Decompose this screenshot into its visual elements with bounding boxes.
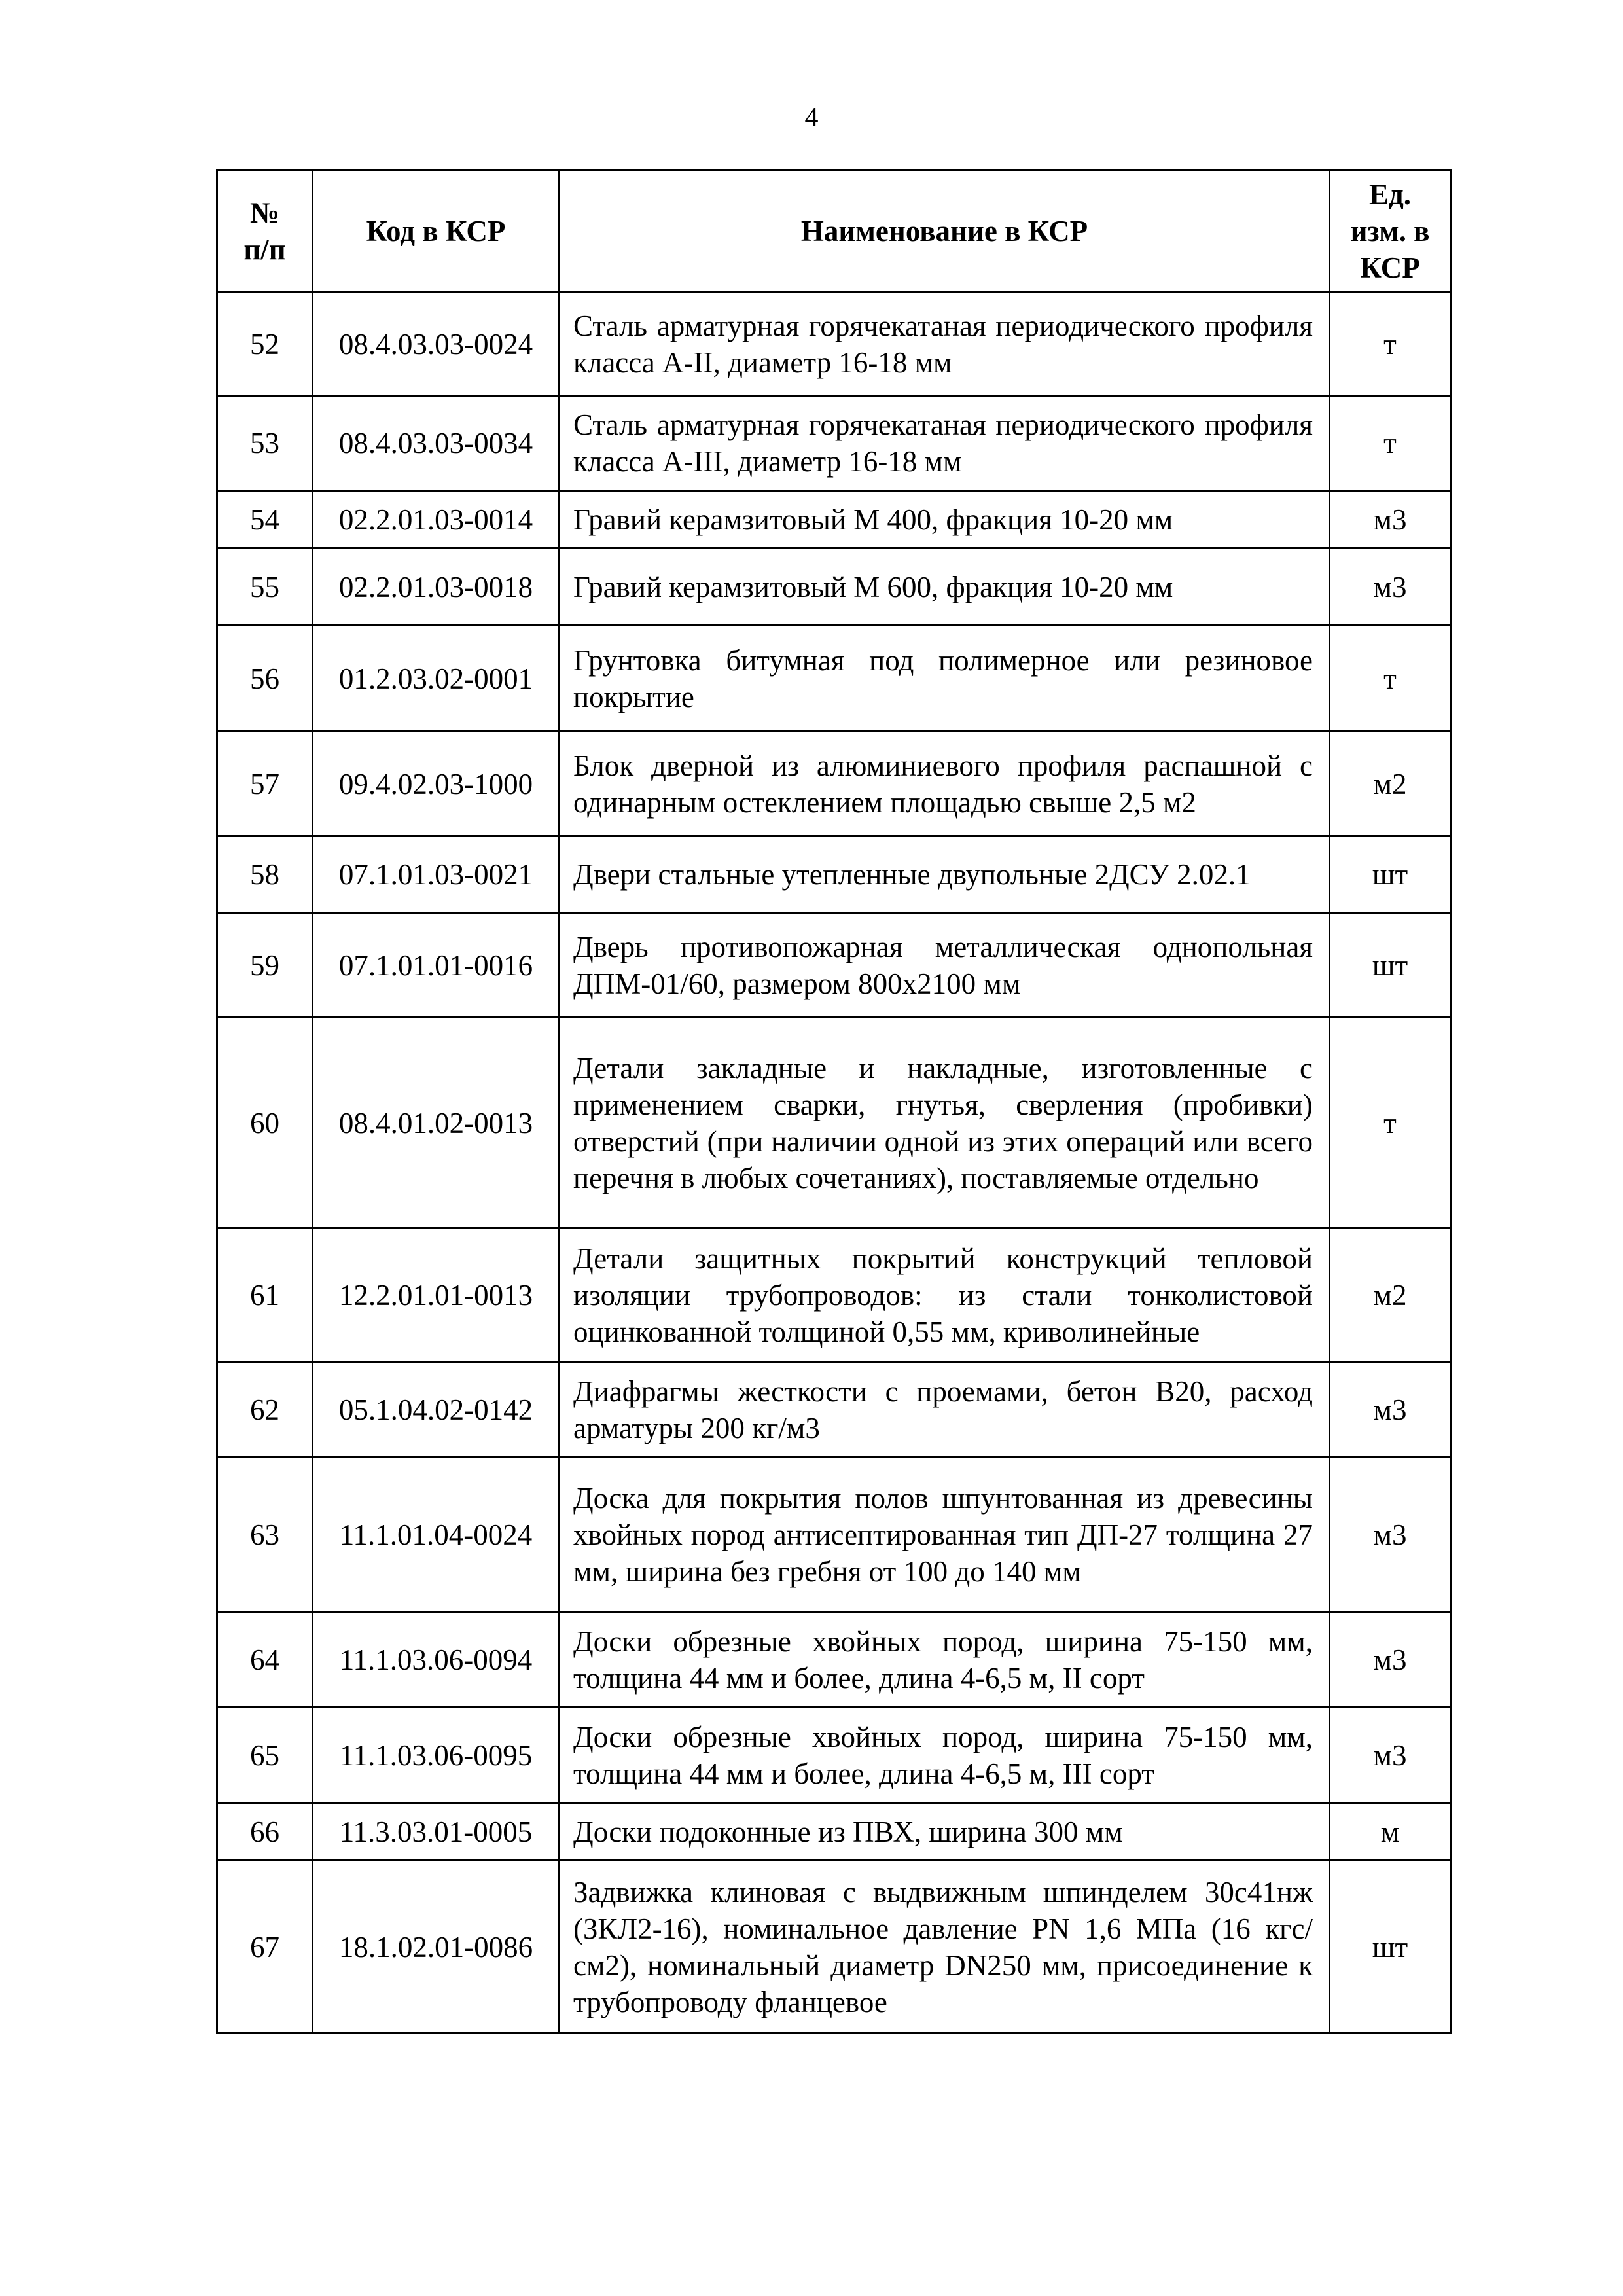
row-unit: шт: [1330, 836, 1451, 913]
header-unit-line-2: изм. в: [1350, 215, 1430, 247]
table-row: [217, 1613, 1451, 1708]
row-name: Гравий керамзитовый М 400, фракция 10-20 мм: [560, 491, 1330, 548]
row-num: 58: [217, 836, 313, 913]
ksr-table: [216, 169, 1452, 2034]
row-code: 18.1.02.01-0086: [313, 1861, 560, 2034]
row-code: 09.4.02.03-1000: [313, 732, 560, 836]
row-num: 62: [217, 1363, 313, 1458]
row-unit: м3: [1330, 1363, 1451, 1458]
row-unit: м2: [1330, 732, 1451, 836]
table-row: [217, 836, 1451, 913]
row-unit: м3: [1330, 1708, 1451, 1803]
table-row: [217, 626, 1451, 732]
row-name: Блок дверной из алюминиевого профиля распашной с одинарным остеклением площадью свыше 2,5 м2: [560, 732, 1330, 836]
page-number: 4: [804, 103, 819, 133]
table-row: [217, 1708, 1451, 1803]
table-row: [217, 1018, 1451, 1229]
row-name: Двери стальные утепленные двупольные 2ДСУ 2.02.1: [560, 836, 1330, 913]
row-num: 52: [217, 293, 313, 396]
table-row: [217, 293, 1451, 396]
row-name: Доски обрезные хвойных пород, ширина 75-150 мм, толщина 44 мм и более, длина 4-6,5 м, II сорт: [560, 1613, 1330, 1708]
row-num: 67: [217, 1861, 313, 2034]
row-name: Грунтовка битумная под полимерное или резиновое покрытие: [560, 626, 1330, 732]
row-num: 60: [217, 1018, 313, 1229]
row-unit: м3: [1330, 1613, 1451, 1708]
row-unit: м2: [1330, 1229, 1451, 1363]
table-row: [217, 1229, 1451, 1363]
row-code: 12.2.01.01-0013: [313, 1229, 560, 1363]
row-code: 07.1.01.01-0016: [313, 913, 560, 1018]
table-row: [217, 548, 1451, 626]
header-num-line-2: п/п: [243, 233, 286, 266]
row-name: Детали защитных покрытий конструкций тепловой изоляции трубопроводов: из стали тонколистовой оцинкованной толщиной 0,55 мм, криволинейные: [560, 1229, 1330, 1363]
header-unit-line-3: КСР: [1360, 251, 1420, 284]
row-name: Детали закладные и накладные, изготовленные с применением сварки, гнутья, сверления (пробивки) отверстий (при наличии одной из этих операций или всего перечня в любых сочетаниях), поставляемые отдельно: [560, 1018, 1330, 1229]
header-name: Наименование в КСР: [560, 170, 1330, 293]
table-row: [217, 732, 1451, 836]
row-name: Гравий керамзитовый М 600, фракция 10-20 мм: [560, 548, 1330, 626]
row-num: 55: [217, 548, 313, 626]
row-code: 08.4.03.03-0034: [313, 396, 560, 491]
header-num-line-1: №: [249, 196, 280, 229]
row-unit: т: [1330, 626, 1451, 732]
row-unit: м: [1330, 1803, 1451, 1861]
header-code: Код в КСР: [313, 170, 560, 293]
row-name: Сталь арматурная горячекатаная периодического профиля класса А-II, диаметр 16-18 мм: [560, 293, 1330, 396]
table-row: [217, 396, 1451, 491]
row-num: 65: [217, 1708, 313, 1803]
header-num: [217, 170, 313, 293]
row-unit: шт: [1330, 1861, 1451, 2034]
row-code: 02.2.01.03-0018: [313, 548, 560, 626]
row-num: 64: [217, 1613, 313, 1708]
row-unit: м3: [1330, 1458, 1451, 1613]
row-name: Диафрагмы жесткости с проемами, бетон В20, расход арматуры 200 кг/м3: [560, 1363, 1330, 1458]
table-row: [217, 1458, 1451, 1613]
row-name: Задвижка клиновая с выдвижным шпинделем 30с41нж (ЗКЛ2-16), номинальное давление PN 1,6 МПа (16 кгс/см2), номинальный диаметр DN250 мм, присоединение к трубопроводу фланцевое: [560, 1861, 1330, 2034]
header-unit: [1330, 170, 1451, 293]
row-code: 07.1.01.03-0021: [313, 836, 560, 913]
row-num: 53: [217, 396, 313, 491]
row-code: 01.2.03.02-0001: [313, 626, 560, 732]
row-code: 11.3.03.01-0005: [313, 1803, 560, 1861]
row-code: 11.1.03.06-0095: [313, 1708, 560, 1803]
row-name: Сталь арматурная горячекатаная периодического профиля класса А-III, диаметр 16-18 мм: [560, 396, 1330, 491]
row-num: 61: [217, 1229, 313, 1363]
row-num: 54: [217, 491, 313, 548]
row-name: Доска для покрытия полов шпунтованная из древесины хвойных пород антисептированная тип ДП-27 толщина 27 мм, ширина без гребня от 100 до 140 мм: [560, 1458, 1330, 1613]
header-unit-line-1: Ед.: [1368, 178, 1412, 211]
row-unit: т: [1330, 396, 1451, 491]
table-row: [217, 491, 1451, 548]
row-name: Доски подоконные из ПВХ, ширина 300 мм: [560, 1803, 1330, 1861]
row-code: 11.1.01.04-0024: [313, 1458, 560, 1613]
row-unit: т: [1330, 1018, 1451, 1229]
row-unit: м3: [1330, 491, 1451, 548]
row-code: 11.1.03.06-0094: [313, 1613, 560, 1708]
row-unit: т: [1330, 293, 1451, 396]
table-header-row: [217, 170, 1451, 293]
row-code: 05.1.04.02-0142: [313, 1363, 560, 1458]
row-num: 66: [217, 1803, 313, 1861]
table-row: [217, 913, 1451, 1018]
row-name: Доски обрезные хвойных пород, ширина 75-150 мм, толщина 44 мм и более, длина 4-6,5 м, III сорт: [560, 1708, 1330, 1803]
row-num: 63: [217, 1458, 313, 1613]
row-code: 02.2.01.03-0014: [313, 491, 560, 548]
row-unit: м3: [1330, 548, 1451, 626]
row-num: 56: [217, 626, 313, 732]
row-code: 08.4.03.03-0024: [313, 293, 560, 396]
row-unit: шт: [1330, 913, 1451, 1018]
row-name: Дверь противопожарная металлическая однопольная ДПМ-01/60, размером 800х2100 мм: [560, 913, 1330, 1018]
table-row: [217, 1861, 1451, 2034]
row-num: 57: [217, 732, 313, 836]
table-row: [217, 1803, 1451, 1861]
table-row: [217, 1363, 1451, 1458]
row-num: 59: [217, 913, 313, 1018]
row-code: 08.4.01.02-0013: [313, 1018, 560, 1229]
